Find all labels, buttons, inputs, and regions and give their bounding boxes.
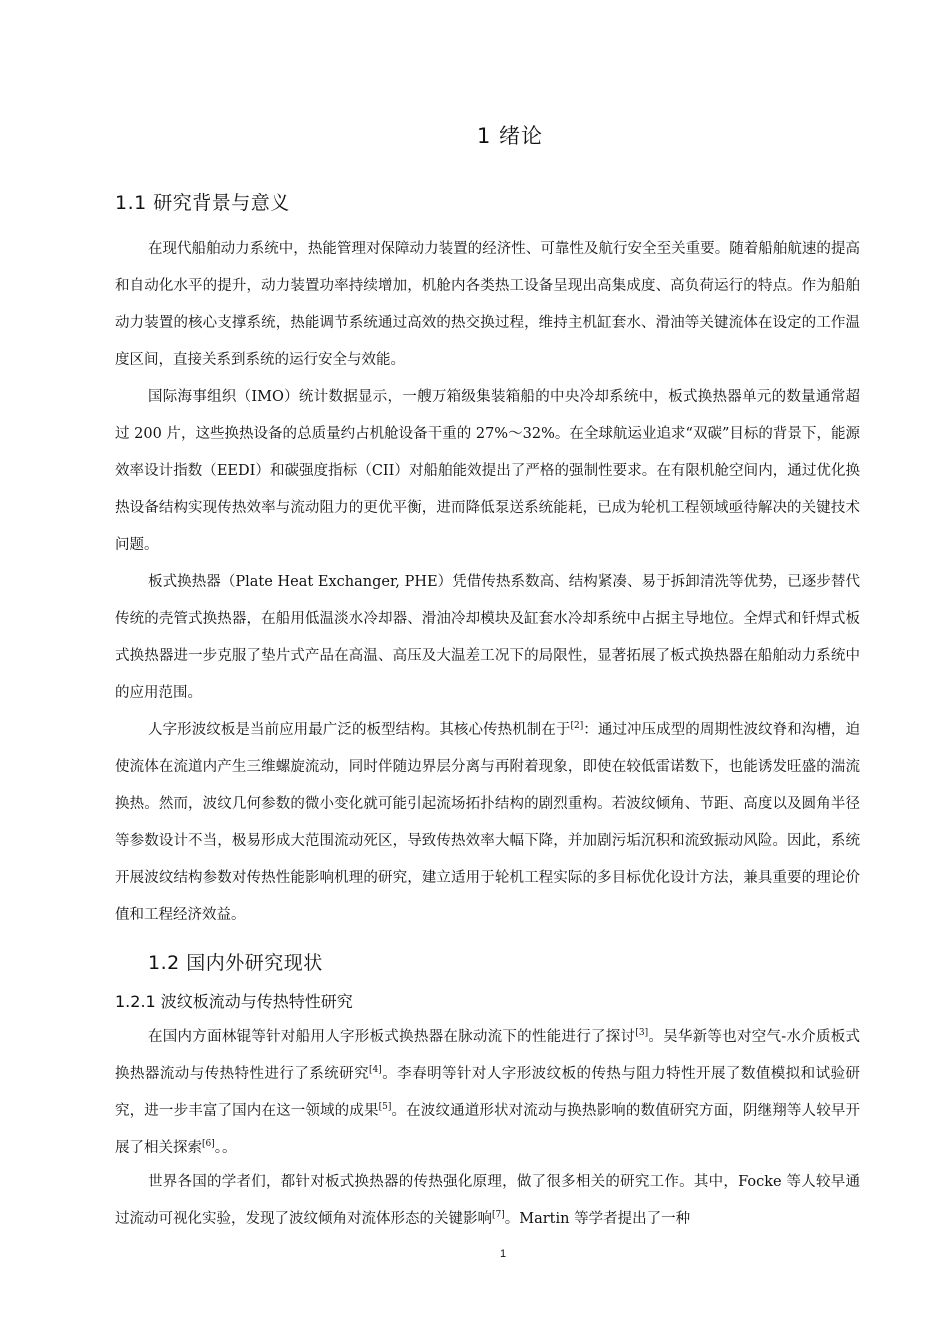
paragraph-text: 在国内方面林锟等针对船用人字形板式换热器在脉动流下的性能进行了探讨 (148, 1029, 636, 1045)
citation-ref: [7] (492, 1210, 505, 1220)
paragraph-research-domestic (115, 1019, 860, 1167)
paragraph-text: ：通过冲压成型的周期性波纹脊和沟槽，迫使流体在流道内产生三维螺旋流动，同时伴随边界层分离与再附着现象，即使在较低雷诺数下，也能诱发旺盛的湍流换热。然而，波纹几何参数的微小变化就可能引起流场拓扑结构的剧烈重构。若波纹倾角、节距、高度以及圆角半径等参数设计不当，极易形成大范围流动死区，导致传热效率大幅下降，并加剧污垢沉积和流致振动风险。因此，系统开展波纹结构参数对传热性能影响机理的研究，建立适用于轮机工程实际的多目标优化设计方法，兼具重要的理论价值和工程经济效益。 (115, 722, 861, 923)
paragraph-text: 人字形波纹板是当前应用最广泛的板型结构。其核心传热机制在于 (148, 722, 571, 738)
paragraph-background-2: 国际海事组织（IMO）统计数据显示，一艘万箱级集装箱船的中央冷却系统中，板式换热器单元的数量通常超过 200 片，这些换热设备的总质量约占机舱设备干重的 27%～32%。在全球航运业追求“双碳”目标的背景下，能源效率设计指数（EEDI）和碳强度指标（CII）对船舶能效提出了严格的强制性要求。在有限机舱空间内，通过优化换热设备结构实现传热效率与流动阻力的更优平衡，进而降低泵送系统能耗，已成为轮机工程领域亟待解决的关键技术问题。 (115, 389, 860, 553)
paragraph-background-3: 板式换热器（Plate Heat Exchanger, PHE）凭借传热系数高、结构紧凑、易于拆卸清洗等优势，已逐步替代传统的壳管式换热器，在船用低温淡水冷却器、滑油冷却模块及缸套水冷却系统中占据主导地位。全焊式和钎焊式板式换热器进一步克服了垫片式产品在高温、高压及大温差工况下的局限性，显著拓展了板式换热器在船舶动力系统中的应用范围。 (115, 574, 860, 701)
chapter-title: 1 绪论 (476, 124, 544, 148)
paragraph-text: 。李春明等针对人字形波纹板的传热与阻力特性开展了数值模拟和试验研究，进一步丰富了国内在这一领域的成果 (115, 1066, 860, 1119)
paragraph-text: 。在波纹通道形状对流动与换热影响的数值研究方面，阴继翔等人较早开展了相关探索 (115, 1103, 860, 1156)
paragraph-text: 。吴华新等也对空气-水介质板式换热器流动与传热特性进行了系统研究 (115, 1029, 860, 1082)
citation-ref: [5] (378, 1102, 392, 1112)
citation-ref: [2] (570, 721, 584, 731)
section-heading-1-1: 1.1 研究背景与意义 (115, 192, 290, 214)
paragraph-research-international (115, 1164, 860, 1238)
citation-ref: [6] (202, 1139, 215, 1149)
paragraph-background-4 (115, 712, 860, 934)
paragraph-background-1: 在现代船舶动力系统中，热能管理对保障动力装置的经济性、可靠性及航行安全至关重要。随着船舶航速的提高和自动化水平的提升，动力装置功率持续增加，机舱内各类热工设备呈现出高集成度、高负荷运行的特点。作为船舶动力装置的核心支撑系统，热能调节系统通过高效的热交换过程，维持主机缸套水、滑油等关键流体在设定的工作温度区间，直接关系到系统的运行安全与效能。 (115, 241, 860, 368)
citation-ref: [4] (369, 1065, 382, 1075)
paragraph-text: 世界各国的学者们，都针对板式换热器的传热强化原理，做了很多相关的研究工作。其中，Focke 等人较早通过流动可视化实验，发现了波纹倾角对流体形态的关键影响 (115, 1174, 860, 1227)
subsection-heading-1-2-1: 1.2.1 波纹板流动与传热特性研究 (115, 992, 353, 1011)
paragraph-text: 。Martin 等学者提出了一种 (504, 1211, 691, 1227)
citation-ref: [3] (635, 1028, 649, 1038)
page-number: 1 (499, 1248, 507, 1260)
section-heading-1-2: 1.2 国内外研究现状 (148, 952, 323, 974)
paragraph-text: 。。 (214, 1140, 237, 1156)
